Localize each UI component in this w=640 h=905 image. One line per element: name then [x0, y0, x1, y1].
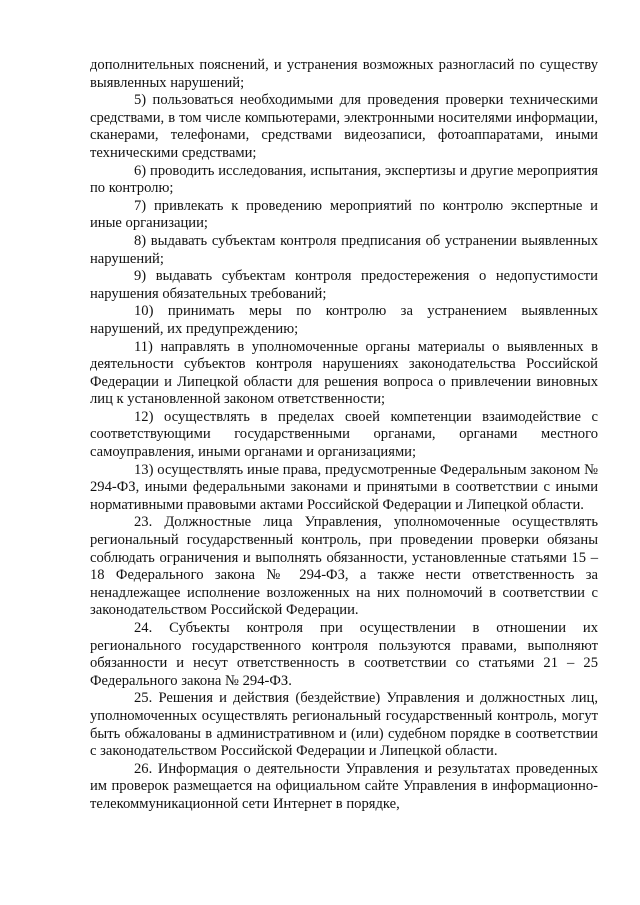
document-paragraph: 25. Решения и действия (бездействие) Управления и должностных лиц, уполномоченных осуществлять региональный государственный контроль, могут быть обжалованы в административном и (или) судебном порядке в соответствии с законодательством Российской Федерации и Липецкой области. — [90, 690, 598, 760]
document-paragraph: 13) осуществлять иные права, предусмотренные Федеральным законом № 294-ФЗ, иными федеральными законами и принятыми в соответствии с иными нормативными правовыми актами Российской Федерации и Липецкой области. — [90, 461, 598, 513]
document-paragraph: 6) проводить исследования, испытания, экспертизы и другие мероприятия по контролю; — [90, 162, 598, 197]
document-paragraph: 26. Информация о деятельности Управления и результатах проведенных им проверок размещается на официальном сайте Управления в информационно-телекоммуникационной сети Интернет в порядке, — [90, 760, 598, 812]
document-paragraph: 8) выдавать субъектам контроля предписания об устранении выявленных нарушений; — [90, 232, 598, 267]
document-paragraph: 12) осуществлять в пределах своей компетенции взаимодействие с соответствующими государственными органами, органами местного самоуправления, иными органами и организациями; — [90, 408, 598, 461]
document-paragraph: 5) пользоваться необходимыми для проведения проверки техническими средствами, в том числе компьютерами, электронными носителями информации, сканерами, телефонами, средствами видеозаписи, фотоаппаратами, иными техническими средствами; — [90, 92, 598, 161]
document-body — [90, 57, 598, 814]
document-paragraph: 7) привлекать к проведению мероприятий по контролю экспертные и иные организации; — [90, 197, 598, 232]
document-paragraph: 11) направлять в уполномоченные органы материалы о выявленных в деятельности субъектов контроля нарушениях законодательства Российской Федерации и Липецкой области для решения вопроса о привлечении виновных лиц к установленной законом ответственности; — [90, 338, 598, 408]
document-paragraph: 24. Субъекты контроля при осуществлении в отношении их регионального государственного контроля пользуются правами, выполняют обязанности и несут ответственность в соответствии со статьями 21 – 25 Федерального закона № 294-ФЗ. — [90, 620, 598, 689]
document-paragraph: 9) выдавать субъектам контроля предостережения о недопустимости нарушения обязательных требований; — [90, 268, 598, 302]
document-paragraph: дополнительных пояснений, и устранения возможных разногласий по существу выявленных нарушений; — [90, 57, 598, 91]
document-paragraph: 10) принимать меры по контролю за устранением выявленных нарушений, их предупреждению; — [90, 303, 598, 337]
document-paragraph: 23. Должностные лица Управления, уполномоченные осуществлять региональный государственный контроль, при проведении проверки обязаны соблюдать ограничения и выполнять обязанности, установленные статьями 15 – 18 Федерального закона № 294-ФЗ, а также нести ответственность за ненадлежащее исполнение возложенных на них полномочий в соответствии с законодательством Российской Федерации. — [90, 514, 598, 619]
